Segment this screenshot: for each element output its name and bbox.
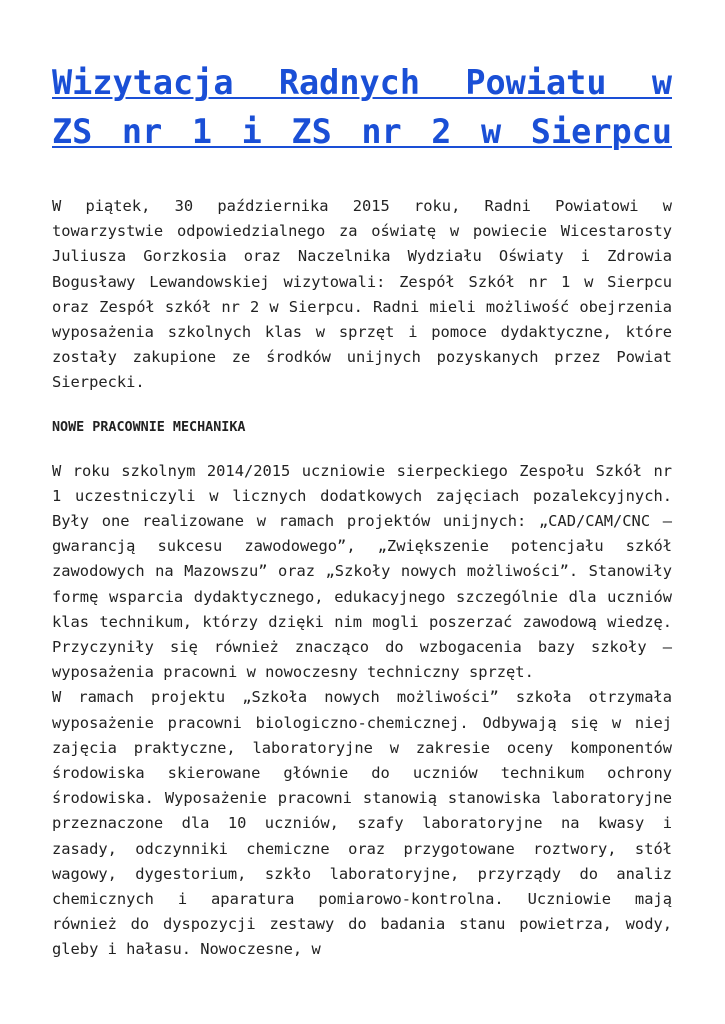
article xyxy=(52,58,672,963)
section-heading: NOWE PRACOWNIE MECHANIKA xyxy=(52,419,246,435)
title-line-1: Wizytacja Radnych Powiatu w xyxy=(52,63,672,102)
article-title xyxy=(52,58,672,156)
article-body xyxy=(52,194,672,963)
article-title-link[interactable] xyxy=(52,58,672,156)
paragraph-projects: W roku szkolnym 2014/2015 uczniowie sierpeckiego Zespołu Szkół nr 1 uczestniczyli w licznych dodatkowych zajęciach pozalekcyjnych. Były one realizowane w ramach projektów unijnych: „CAD/CAM/CNC – gwarancją sukcesu zawodowego”, „Zwiększenie potencjału szkół zawodowych na Mazowszu” oraz „Szkoły nowych możliwości”. Stanowiły formę wsparcia dydaktycznego, edukacyjnego szczególnie dla uczniów klas technikum, którzy dzięki nim mogli poszerzać zawodową wiedzę. Przyczyniły się również znacząco do wzbogacenia bazy szkoły – wyposażenia pracowni w nowoczesny techniczny sprzęt. xyxy=(52,461,672,682)
intro-paragraph: W piątek, 30 października 2015 roku, Radni Powiatowi w towarzystwie odpowiedzialnego za oświatę w powiecie Wicestarosty Juliusza Gorzkosia oraz Naczelnika Wydziału Oświaty i Zdrowia Bogusławy Lewandowskiej wizytowali: Zespół Szkół nr 1 w Sierpcu oraz Zespół szkół nr 2 w Sierpcu. Radni mieli możliwość obejrzenia wyposażenia szkolnych klas w sprzęt i pomoce dydaktyczne, które zostały zakupione ze środków unijnych pozyskanych przez Powiat Sierpecki. xyxy=(52,197,672,392)
title-line-2: ZS nr 1 i ZS nr 2 w Sierpcu xyxy=(52,112,672,151)
paragraph-lab: W ramach projektu „Szkoła nowych możliwości” szkoła otrzymała wyposażenie pracowni biologiczno-chemicznej. Odbywają się w niej zajęcia praktyczne, laboratoryjne w zakresie oceny komponentów środowiska skierowane głównie do uczniów technikum ochrony środowiska. Wyposażenie pracowni stanowią stanowiska laboratoryjne przeznaczone dla 10 uczniów, szafy laboratoryjne na kwasy i zasady, odczynniki chemiczne oraz przygotowane roztwory, stół wagowy, dygestorium, szkło laboratoryjne, przyrządy do analiz chemicznych i aparatura pomiarowo-kontrolna. Uczniowie mają również do dyspozycji zestawy do badania stanu powietrza, wody, gleby i hałasu. Nowoczesne, w xyxy=(52,688,672,959)
